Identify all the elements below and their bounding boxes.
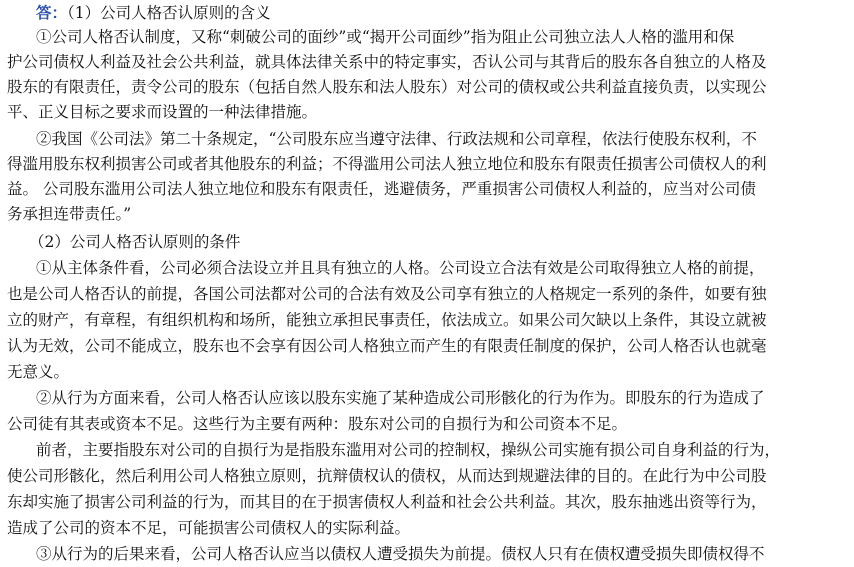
paragraph-line: ①从主体条件看，公司必须合法设立并且具有独立的人格。公司设立合法有效是公司取得独立人格的前提， [36, 259, 765, 277]
paragraph-line: 前者，主要指股东对公司的自损行为是指股东滥用对公司的控制权，操纵公司实施有损公司自身利益的行为， [36, 441, 781, 459]
answer-heading-line [0, 0, 854, 26]
paragraph-line: 平、正义目标之要求而设置的一种法律措施。 [7, 103, 318, 121]
answer-label: 答： [36, 3, 68, 22]
paragraph-line: 无意义。 [7, 363, 70, 381]
paragraph-line: 护公司债权人利益及社会公共利益，就具体法律关系中的特定事实，否认公司与其背后的股东各自独立的人格及 [7, 53, 767, 71]
paragraph-line: 立的财产，有章程，有组织机构和场所，能独立承担民事责任，依法成立。如果公司欠缺以上条件，其设立就被 [7, 311, 767, 329]
section-heading: （1）公司人格否认原则的含义 [67, 4, 271, 22]
paragraph-line: 东却实施了损害公司利益的行为，而其目的在于损害债权人利益和社会公共利益。其次，股东抽逃出资等行为， [7, 493, 767, 511]
paragraph-line: 也是公司人格否认的前提，各国公司法都对公司的合法有效及公司享有独立的人格规定一系列的条件，如要有独 [7, 285, 767, 303]
paragraph-line: 造成了公司的资本不足，可能损害公司债权人的实际利益。 [7, 519, 411, 537]
paragraph-line: 公司徒有其表或资本不足。这些行为主要有两种：股东对公司的自损行为和公司资本不足。 [7, 415, 628, 433]
paragraph-line: ②我国《公司法》第二十条规定，“公司股东应当遵守法律、行政法规和公司章程，依法行使股东权利，不 [36, 130, 757, 148]
paragraph-line: 务承担连带责任。” [7, 205, 132, 223]
section-heading: （2）公司人格否认原则的条件 [29, 233, 241, 251]
paragraph-line: 股东的有限责任，责令公司的股东（包括自然人股东和法人股东）对公司的债权或公共利益直接负责，以实现公 [7, 78, 767, 96]
paragraph-line: 认为无效，公司不能成立，股东也不会享有因公司人格独立而产生的有限责任制度的保护，公司人格否认也就毫 [7, 337, 767, 355]
paragraph-line: ②从行为方面来看，公司人格否认应该以股东实施了某种造成公司形骸化的行为作为。即股东的行为造成了 [36, 389, 765, 407]
paragraph-line: 使公司形骸化，然后利用公司人格独立原则，抗辩债权认的债权，从而达到规避法律的目的。在此行为中公司股 [7, 467, 767, 485]
paragraph-line: 益。 公司股东滥用公司法人独立地位和股东有限责任，逃避债务，严重损害公司债权人利益的，应当对公司债 [7, 180, 756, 198]
paragraph-line: ①公司人格否认制度，又称“刺破公司的面纱”或“揭开公司面纱”指为阻止公司独立法人人格的滥用和保 [36, 28, 735, 46]
paragraph-line: ③从行为的后果来看，公司人格否认应当以债权人遭受损失为前提。债权人只有在债权遭受损失即债权得不 [36, 545, 765, 563]
paragraph-line: 得滥用股东权利损害公司或者其他股东的利益；不得滥用公司法人独立地位和股东有限责任损害公司债权人的利 [7, 155, 767, 173]
